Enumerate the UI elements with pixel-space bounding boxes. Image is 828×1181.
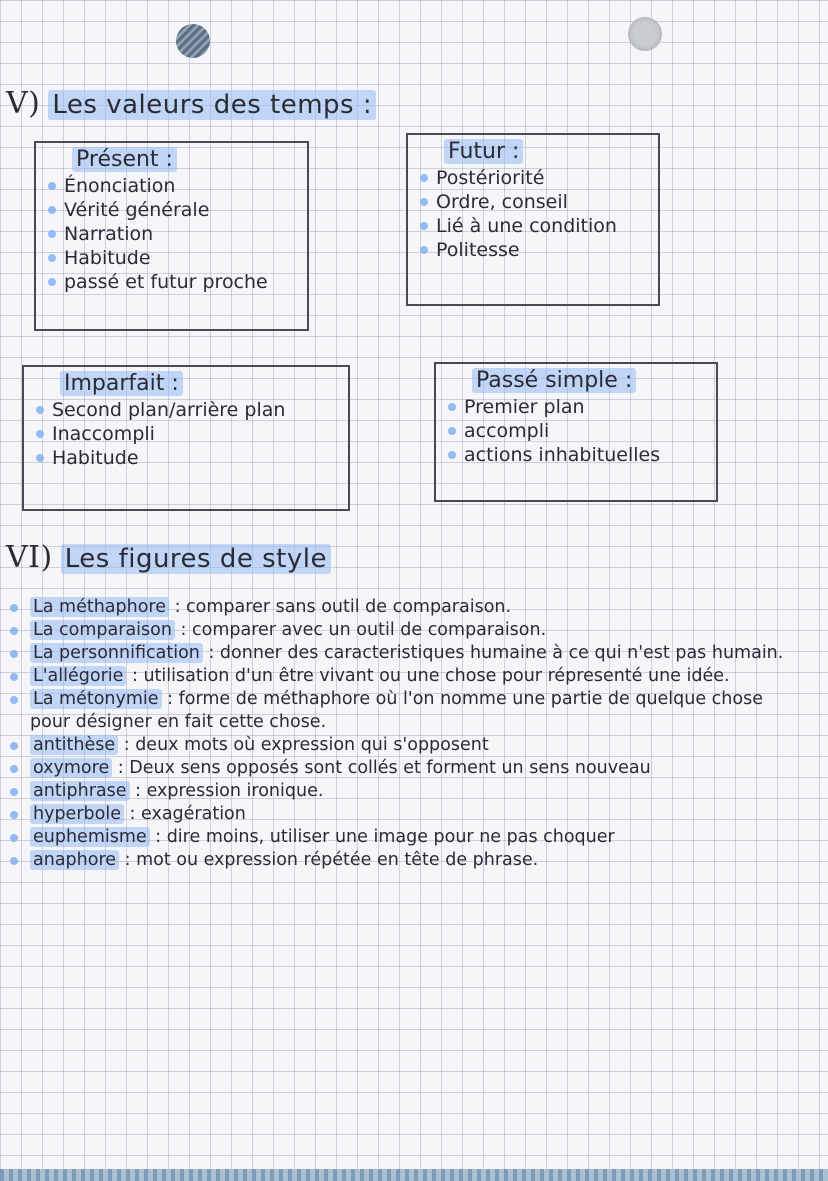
futur-item: Politesse xyxy=(418,238,648,262)
section-5-heading xyxy=(6,86,376,121)
figure-separator: : xyxy=(118,735,136,755)
present-title: Présent : xyxy=(72,147,177,172)
figures-list xyxy=(6,596,806,872)
present-item: Énonciation xyxy=(46,174,297,198)
notebook-bottom-edge xyxy=(0,1169,828,1181)
section-6-numeral: VI) xyxy=(6,540,53,575)
figure-separator: : xyxy=(202,643,220,663)
figure-term: anaphore xyxy=(30,850,119,870)
passe-simple-item: actions inhabituelles xyxy=(446,443,706,467)
figure-separator: : xyxy=(149,827,167,847)
figure-item xyxy=(6,596,806,619)
present-item: Narration xyxy=(46,222,297,246)
section-5-title: Les valeurs des temps : xyxy=(48,90,376,120)
passe-simple-title: Passé simple : xyxy=(472,368,636,393)
figure-item xyxy=(6,665,806,688)
figure-separator: : xyxy=(169,597,187,617)
figure-definition: comparer sans outil de comparaison. xyxy=(186,597,512,617)
figure-term: euphemisme xyxy=(30,827,150,847)
figure-item xyxy=(6,780,806,803)
section-6-heading xyxy=(6,540,331,575)
figure-separator: : xyxy=(129,781,147,801)
imparfait-item: Second plan/arrière plan xyxy=(34,398,338,422)
figure-item xyxy=(6,642,806,665)
binder-hole-right xyxy=(628,17,662,51)
figure-item xyxy=(6,688,806,734)
passe-simple-item: accompli xyxy=(446,419,706,443)
present-box xyxy=(34,141,309,331)
figure-definition: dire moins, utiliser une image pour ne pas choquer xyxy=(166,827,615,847)
figure-separator: : xyxy=(123,804,141,824)
present-item: passé et futur proche xyxy=(46,270,297,294)
binder-hole-left xyxy=(176,24,210,58)
figure-definition: exagération xyxy=(141,804,246,824)
figure-definition: expression ironique. xyxy=(146,781,324,801)
futur-item: Ordre, conseil xyxy=(418,190,648,214)
futur-title: Futur : xyxy=(444,139,523,164)
figure-term: antithèse xyxy=(30,735,118,755)
figure-term: L'allégorie xyxy=(30,666,126,686)
passe-simple-box xyxy=(434,362,718,502)
section-6-title: Les figures de style xyxy=(61,544,331,574)
figure-item xyxy=(6,803,806,826)
figure-definition: mot ou expression répétée en tête de phrase. xyxy=(136,850,539,870)
figure-separator: : xyxy=(161,689,179,709)
figure-separator: : xyxy=(119,850,137,870)
figure-term: oxymore xyxy=(30,758,112,778)
figure-separator: : xyxy=(112,758,130,778)
figure-term: La personnification xyxy=(30,643,203,663)
figure-term: La métonymie xyxy=(30,689,162,709)
figure-term: antiphrase xyxy=(30,781,130,801)
figure-term: hyperbole xyxy=(30,804,124,824)
futur-box xyxy=(406,133,660,306)
present-item: Habitude xyxy=(46,246,297,270)
passe-simple-item: Premier plan xyxy=(446,395,706,419)
figure-definition: utilisation d'un être vivant ou une chose pour répresenté une idée. xyxy=(143,666,730,686)
imparfait-item: Inaccompli xyxy=(34,422,338,446)
present-item: Vérité générale xyxy=(46,198,297,222)
imparfait-item: Habitude xyxy=(34,446,338,470)
figure-definition: donner des caracteristiques humaine à ce qui n'est pas humain. xyxy=(219,643,784,663)
figure-definition: forme de méthaphore où l'on nomme une partie de quelque chose pour désigner en fait cette chose. xyxy=(30,689,763,732)
figure-term: La comparaison xyxy=(30,620,175,640)
figure-item xyxy=(6,757,806,780)
figure-item xyxy=(6,826,806,849)
figure-term: La méthaphore xyxy=(30,597,169,617)
imparfait-title: Imparfait : xyxy=(60,371,183,396)
imparfait-box xyxy=(22,365,350,511)
figure-separator: : xyxy=(126,666,144,686)
figure-separator: : xyxy=(174,620,192,640)
futur-item: Postériorité xyxy=(418,166,648,190)
figure-definition: Deux sens opposés sont collés et forment un sens nouveau xyxy=(129,758,651,778)
figure-item xyxy=(6,734,806,757)
section-5-numeral: V) xyxy=(6,86,41,121)
figure-definition: comparer avec un outil de comparaison. xyxy=(191,620,547,640)
futur-item: Lié à une condition xyxy=(418,214,648,238)
figure-item xyxy=(6,849,806,872)
figure-definition: deux mots où expression qui s'opposent xyxy=(135,735,489,755)
figure-item xyxy=(6,619,806,642)
